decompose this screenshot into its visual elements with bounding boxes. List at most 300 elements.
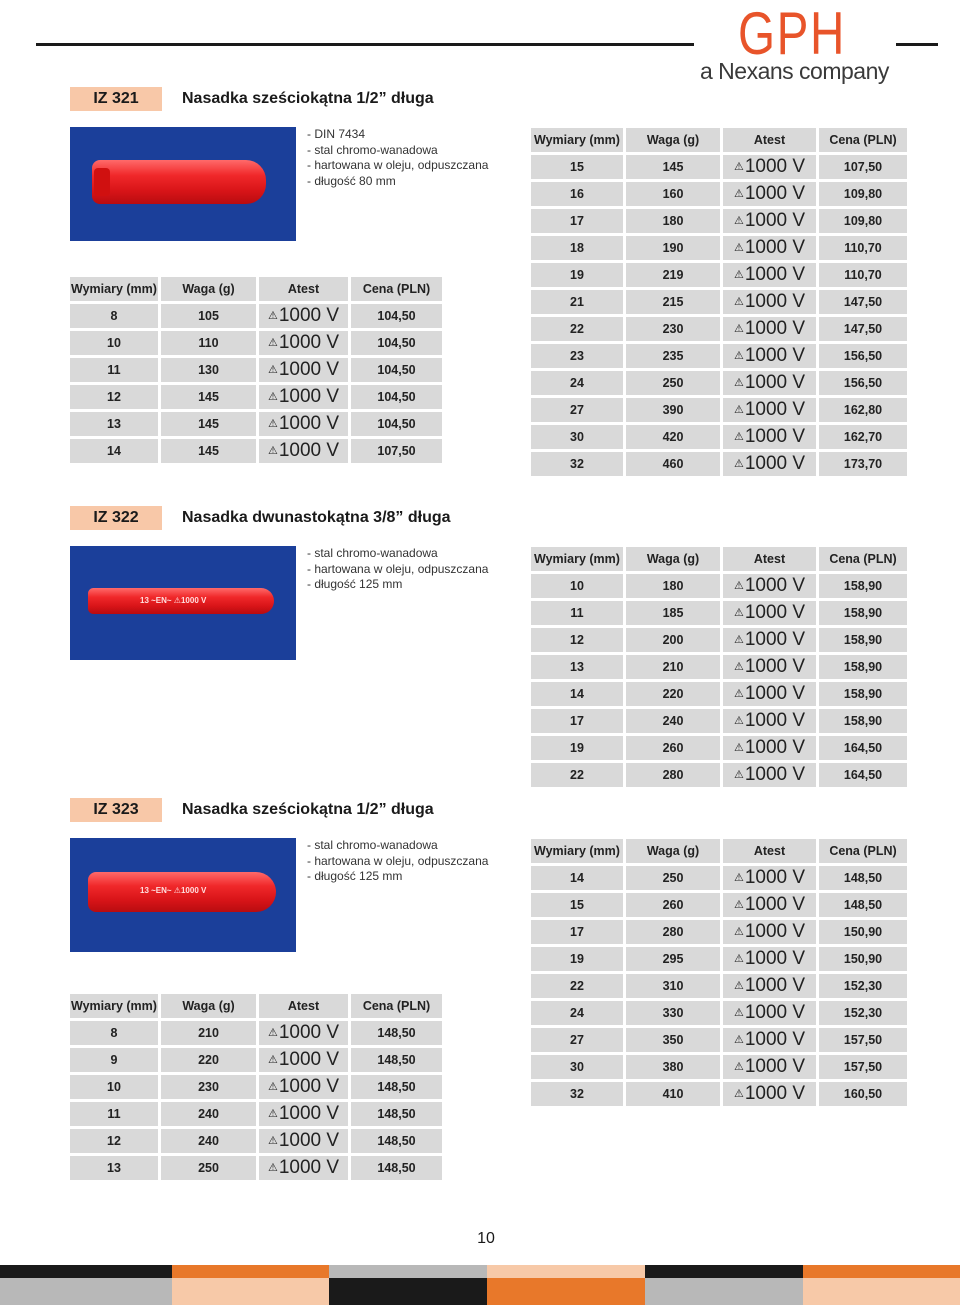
weight-cell: 110 [161, 331, 256, 355]
weight-cell: 220 [626, 682, 720, 706]
high-voltage-warning-icon: ⚠ [267, 1054, 278, 1066]
high-voltage-warning-icon: ⚠ [733, 1007, 744, 1019]
atest-value: 1000 V [744, 602, 806, 623]
size-cell: 32 [531, 1082, 623, 1106]
footer-bar [487, 1278, 645, 1305]
atest-cell [723, 236, 816, 260]
table-header-row [531, 547, 907, 571]
table-header-row [531, 128, 907, 152]
high-voltage-warning-icon: ⚠ [733, 1088, 744, 1100]
gph-logo [738, 0, 848, 67]
size-cell: 14 [70, 439, 158, 463]
table-row [70, 1102, 442, 1126]
weight-cell: 145 [161, 412, 256, 436]
size-cell: 13 [70, 1156, 158, 1180]
size-cell: 24 [531, 371, 623, 395]
high-voltage-warning-icon: ⚠ [733, 580, 744, 592]
table-row [531, 155, 907, 179]
high-voltage-warning-icon: ⚠ [733, 661, 744, 673]
atest-cell [259, 304, 348, 328]
high-voltage-warning-icon: ⚠ [267, 1027, 278, 1039]
atest-cell [723, 709, 816, 733]
high-voltage-warning-icon: ⚠ [733, 899, 744, 911]
size-cell: 17 [531, 209, 623, 233]
size-cell: 14 [531, 866, 623, 890]
weight-cell: 420 [626, 425, 720, 449]
column-header: Wymiary (mm) [70, 277, 158, 301]
atest-value: 1000 V [278, 1103, 340, 1124]
atest-cell [723, 628, 816, 652]
price-cell: 147,50 [819, 317, 907, 341]
table-row [531, 263, 907, 287]
atest-cell [723, 763, 816, 787]
atest-cell [723, 398, 816, 422]
atest-value: 1000 V [744, 372, 806, 393]
price-cell: 104,50 [351, 358, 442, 382]
atest-value: 1000 V [744, 948, 806, 969]
weight-cell: 240 [626, 709, 720, 733]
column-header: Atest [259, 277, 348, 301]
table-row [531, 1055, 907, 1079]
footer-bar [645, 1278, 803, 1305]
footer-bar [645, 1265, 803, 1278]
table-row [531, 709, 907, 733]
high-voltage-warning-icon: ⚠ [733, 607, 744, 619]
size-cell: 18 [531, 236, 623, 260]
high-voltage-warning-icon: ⚠ [733, 872, 744, 884]
weight-cell: 295 [626, 947, 720, 971]
table-row [531, 655, 907, 679]
weight-cell: 145 [626, 155, 720, 179]
high-voltage-warning-icon: ⚠ [733, 161, 744, 173]
high-voltage-warning-icon: ⚠ [733, 188, 744, 200]
size-cell: 17 [531, 920, 623, 944]
atest-value: 1000 V [744, 345, 806, 366]
atest-value: 1000 V [744, 867, 806, 888]
table-row [531, 1028, 907, 1052]
table-row [531, 974, 907, 998]
atest-cell [259, 1102, 348, 1126]
weight-cell: 390 [626, 398, 720, 422]
atest-cell [723, 736, 816, 760]
high-voltage-warning-icon: ⚠ [733, 742, 744, 754]
column-header: Cena (PLN) [351, 277, 442, 301]
description-line: - stal chromo-wanadowa [307, 838, 438, 852]
atest-value: 1000 V [744, 975, 806, 996]
column-header: Wymiary (mm) [531, 839, 623, 863]
atest-value: 1000 V [278, 1049, 340, 1070]
footer-bar [803, 1278, 960, 1305]
description-line: - długość 125 mm [307, 577, 403, 591]
atest-value: 1000 V [278, 332, 340, 353]
header-rule-right [896, 43, 938, 46]
product-photo [70, 127, 296, 241]
weight-cell: 130 [161, 358, 256, 382]
column-header: Atest [259, 994, 348, 1018]
weight-cell: 280 [626, 920, 720, 944]
weight-cell: 190 [626, 236, 720, 260]
weight-cell: 145 [161, 439, 256, 463]
high-voltage-warning-icon: ⚠ [267, 310, 278, 322]
table-row [531, 893, 907, 917]
size-cell: 11 [531, 601, 623, 625]
size-cell: 22 [531, 763, 623, 787]
high-voltage-warning-icon: ⚠ [733, 296, 744, 308]
atest-value: 1000 V [744, 1083, 806, 1104]
atest-value: 1000 V [744, 399, 806, 420]
weight-cell: 410 [626, 1082, 720, 1106]
description-line: - hartowana w oleju, odpuszczana [307, 853, 489, 868]
footer-bar [803, 1265, 960, 1278]
table-row [531, 574, 907, 598]
weight-cell: 350 [626, 1028, 720, 1052]
price-cell: 158,90 [819, 574, 907, 598]
column-header: Waga (g) [626, 128, 720, 152]
atest-value: 1000 V [744, 1029, 806, 1050]
table-row [70, 1021, 442, 1045]
atest-value: 1000 V [744, 656, 806, 677]
table-row [70, 1048, 442, 1072]
atest-cell [259, 1075, 348, 1099]
size-cell: 15 [531, 155, 623, 179]
high-voltage-warning-icon: ⚠ [733, 242, 744, 254]
brand-tagline: a Nexans company [700, 58, 889, 84]
atest-value: 1000 V [744, 894, 806, 915]
atest-cell [259, 358, 348, 382]
price-cell: 158,90 [819, 601, 907, 625]
price-cell: 164,50 [819, 736, 907, 760]
price-cell: 173,70 [819, 452, 907, 476]
socket-image [92, 160, 266, 204]
weight-cell: 310 [626, 974, 720, 998]
column-header: Wymiary (mm) [531, 547, 623, 571]
atest-value: 1000 V [744, 453, 806, 474]
price-cell: 158,90 [819, 709, 907, 733]
footer-bar [172, 1278, 329, 1305]
atest-cell [723, 1001, 816, 1025]
column-header: Cena (PLN) [819, 547, 907, 571]
atest-cell [723, 155, 816, 179]
price-cell: 104,50 [351, 331, 442, 355]
socket-marking: 13 ~EN~ ⚠1000 V [140, 886, 207, 895]
size-cell: 21 [531, 290, 623, 314]
size-cell: 8 [70, 304, 158, 328]
atest-value: 1000 V [744, 183, 806, 204]
atest-value: 1000 V [278, 386, 340, 407]
table-header-row [70, 994, 442, 1018]
atest-cell [723, 601, 816, 625]
column-header: Atest [723, 839, 816, 863]
weight-cell: 260 [626, 893, 720, 917]
atest-cell [723, 317, 816, 341]
price-cell: 162,70 [819, 425, 907, 449]
price-cell: 104,50 [351, 412, 442, 436]
atest-value: 1000 V [278, 1130, 340, 1151]
atest-value: 1000 V [278, 1076, 340, 1097]
size-cell: 9 [70, 1048, 158, 1072]
price-cell: 150,90 [819, 947, 907, 971]
size-cell: 32 [531, 452, 623, 476]
table-row [70, 304, 442, 328]
size-cell: 19 [531, 947, 623, 971]
price-cell: 157,50 [819, 1055, 907, 1079]
price-cell: 156,50 [819, 344, 907, 368]
high-voltage-warning-icon: ⚠ [733, 634, 744, 646]
section-description [307, 838, 488, 885]
atest-cell [723, 452, 816, 476]
atest-value: 1000 V [744, 156, 806, 177]
price-cell: 152,30 [819, 974, 907, 998]
price-cell: 107,50 [351, 439, 442, 463]
weight-cell: 160 [626, 182, 720, 206]
price-cell: 110,70 [819, 236, 907, 260]
footer-bar [329, 1278, 487, 1305]
size-cell: 16 [531, 182, 623, 206]
table-row [70, 1156, 442, 1180]
price-cell: 147,50 [819, 290, 907, 314]
table-row [531, 209, 907, 233]
high-voltage-warning-icon: ⚠ [733, 431, 744, 443]
footer-bar [0, 1278, 172, 1305]
weight-cell: 380 [626, 1055, 720, 1079]
column-header: Waga (g) [161, 277, 256, 301]
size-cell: 22 [531, 974, 623, 998]
weight-cell: 210 [161, 1021, 256, 1045]
size-cell: 10 [531, 574, 623, 598]
product-photo [70, 838, 296, 952]
footer-bar [329, 1265, 487, 1278]
table-row [531, 1001, 907, 1025]
atest-value: 1000 V [744, 683, 806, 704]
atest-value: 1000 V [744, 1002, 806, 1023]
section-code: IZ 322 [70, 506, 162, 530]
table-row [531, 236, 907, 260]
size-cell: 17 [531, 709, 623, 733]
atest-cell [723, 209, 816, 233]
price-cell: 158,90 [819, 628, 907, 652]
atest-cell [723, 263, 816, 287]
weight-cell: 260 [626, 736, 720, 760]
size-cell: 10 [70, 331, 158, 355]
price-cell: 148,50 [351, 1129, 442, 1153]
weight-cell: 250 [626, 371, 720, 395]
atest-cell [723, 655, 816, 679]
atest-cell [723, 1055, 816, 1079]
atest-cell [259, 412, 348, 436]
high-voltage-warning-icon: ⚠ [267, 1135, 278, 1147]
price-cell: 148,50 [351, 1021, 442, 1045]
weight-cell: 235 [626, 344, 720, 368]
table-row [531, 290, 907, 314]
size-cell: 12 [70, 1129, 158, 1153]
high-voltage-warning-icon: ⚠ [733, 377, 744, 389]
price-cell: 157,50 [819, 1028, 907, 1052]
price-cell: 148,50 [351, 1156, 442, 1180]
table-row [70, 385, 442, 409]
column-header: Wymiary (mm) [70, 994, 158, 1018]
header-rule-left [36, 43, 694, 46]
weight-cell: 215 [626, 290, 720, 314]
high-voltage-warning-icon: ⚠ [733, 769, 744, 781]
weight-cell: 230 [626, 317, 720, 341]
size-cell: 10 [70, 1075, 158, 1099]
weight-cell: 460 [626, 452, 720, 476]
high-voltage-warning-icon: ⚠ [733, 323, 744, 335]
size-cell: 19 [531, 736, 623, 760]
weight-cell: 219 [626, 263, 720, 287]
size-cell: 30 [531, 1055, 623, 1079]
spec-table-right [528, 125, 910, 479]
high-voltage-warning-icon: ⚠ [733, 1034, 744, 1046]
weight-cell: 200 [626, 628, 720, 652]
atest-value: 1000 V [278, 440, 340, 461]
high-voltage-warning-icon: ⚠ [733, 980, 744, 992]
atest-value: 1000 V [278, 413, 340, 434]
atest-value: 1000 V [744, 291, 806, 312]
column-header: Cena (PLN) [351, 994, 442, 1018]
table-row [531, 1082, 907, 1106]
atest-cell [723, 371, 816, 395]
description-line: - stal chromo-wanadowa [307, 546, 438, 560]
price-cell: 109,80 [819, 182, 907, 206]
weight-cell: 280 [626, 763, 720, 787]
atest-cell [723, 866, 816, 890]
price-cell: 148,50 [351, 1048, 442, 1072]
atest-value: 1000 V [278, 305, 340, 326]
size-cell: 27 [531, 1028, 623, 1052]
logo-text: GPH [738, 0, 846, 67]
weight-cell: 230 [161, 1075, 256, 1099]
high-voltage-warning-icon: ⚠ [733, 458, 744, 470]
high-voltage-warning-icon: ⚠ [267, 391, 278, 403]
size-cell: 14 [531, 682, 623, 706]
column-header: Atest [723, 128, 816, 152]
price-cell: 109,80 [819, 209, 907, 233]
price-cell: 107,50 [819, 155, 907, 179]
weight-cell: 145 [161, 385, 256, 409]
weight-cell: 210 [626, 655, 720, 679]
high-voltage-warning-icon: ⚠ [267, 418, 278, 430]
table-row [531, 736, 907, 760]
high-voltage-warning-icon: ⚠ [733, 269, 744, 281]
socket-marking: 13 ~EN~ ⚠1000 V [140, 596, 207, 605]
table-row [531, 371, 907, 395]
section-code: IZ 323 [70, 798, 162, 822]
spec-table-right [528, 836, 910, 1109]
high-voltage-warning-icon: ⚠ [733, 215, 744, 227]
high-voltage-warning-icon: ⚠ [733, 1061, 744, 1073]
high-voltage-warning-icon: ⚠ [733, 688, 744, 700]
atest-cell [723, 682, 816, 706]
atest-value: 1000 V [744, 1056, 806, 1077]
section-title: Nasadka sześciokątna 1/2” długa [182, 801, 434, 818]
table-row [531, 628, 907, 652]
table-row [531, 682, 907, 706]
description-line: - długość 125 mm [307, 869, 403, 883]
table-row [531, 398, 907, 422]
description-line: - DIN 7434 [307, 127, 366, 141]
table-row [531, 601, 907, 625]
column-header: Waga (g) [161, 994, 256, 1018]
column-header: Cena (PLN) [819, 128, 907, 152]
table-row [70, 1075, 442, 1099]
atest-cell [723, 182, 816, 206]
size-cell: 11 [70, 358, 158, 382]
footer-bar [172, 1265, 329, 1278]
atest-cell [259, 331, 348, 355]
atest-cell [259, 1156, 348, 1180]
atest-value: 1000 V [744, 237, 806, 258]
high-voltage-warning-icon: ⚠ [267, 1108, 278, 1120]
size-cell: 24 [531, 1001, 623, 1025]
weight-cell: 240 [161, 1102, 256, 1126]
page-number: 10 [477, 1230, 495, 1247]
table-row [70, 331, 442, 355]
price-cell: 148,50 [351, 1075, 442, 1099]
price-cell: 164,50 [819, 763, 907, 787]
price-cell: 104,50 [351, 304, 442, 328]
atest-cell [723, 947, 816, 971]
atest-value: 1000 V [744, 710, 806, 731]
weight-cell: 250 [161, 1156, 256, 1180]
section-title: Nasadka sześciokątna 1/2” długa [182, 90, 434, 107]
atest-cell [723, 920, 816, 944]
atest-cell [723, 290, 816, 314]
size-cell: 15 [531, 893, 623, 917]
high-voltage-warning-icon: ⚠ [733, 953, 744, 965]
atest-value: 1000 V [278, 1022, 340, 1043]
price-cell: 110,70 [819, 263, 907, 287]
section-description [307, 127, 488, 189]
size-cell: 22 [531, 317, 623, 341]
table-row [70, 412, 442, 436]
table-row [70, 1129, 442, 1153]
weight-cell: 250 [626, 866, 720, 890]
size-cell: 12 [70, 385, 158, 409]
atest-cell [723, 344, 816, 368]
atest-value: 1000 V [744, 764, 806, 785]
high-voltage-warning-icon: ⚠ [733, 715, 744, 727]
atest-value: 1000 V [278, 359, 340, 380]
table-row [531, 452, 907, 476]
spec-table-right [528, 544, 910, 790]
high-voltage-warning-icon: ⚠ [267, 445, 278, 457]
table-row [531, 344, 907, 368]
description-line: - hartowana w oleju, odpuszczana [307, 561, 489, 576]
atest-value: 1000 V [744, 318, 806, 339]
section-description [307, 546, 488, 593]
footer-bar [487, 1265, 645, 1278]
weight-cell: 180 [626, 574, 720, 598]
table-row [531, 866, 907, 890]
table-row [531, 763, 907, 787]
size-cell: 27 [531, 398, 623, 422]
table-header-row [70, 277, 442, 301]
high-voltage-warning-icon: ⚠ [733, 926, 744, 938]
table-row [531, 947, 907, 971]
column-header: Atest [723, 547, 816, 571]
atest-value: 1000 V [744, 426, 806, 447]
atest-cell [723, 1028, 816, 1052]
section-title: Nasadka dwunastokątna 3/8” długa [182, 509, 451, 526]
description-line: - długość 80 mm [307, 173, 396, 188]
high-voltage-warning-icon: ⚠ [267, 1081, 278, 1093]
product-photo [70, 546, 296, 660]
high-voltage-warning-icon: ⚠ [733, 404, 744, 416]
weight-cell: 240 [161, 1129, 256, 1153]
atest-cell [259, 1021, 348, 1045]
table-row [531, 182, 907, 206]
